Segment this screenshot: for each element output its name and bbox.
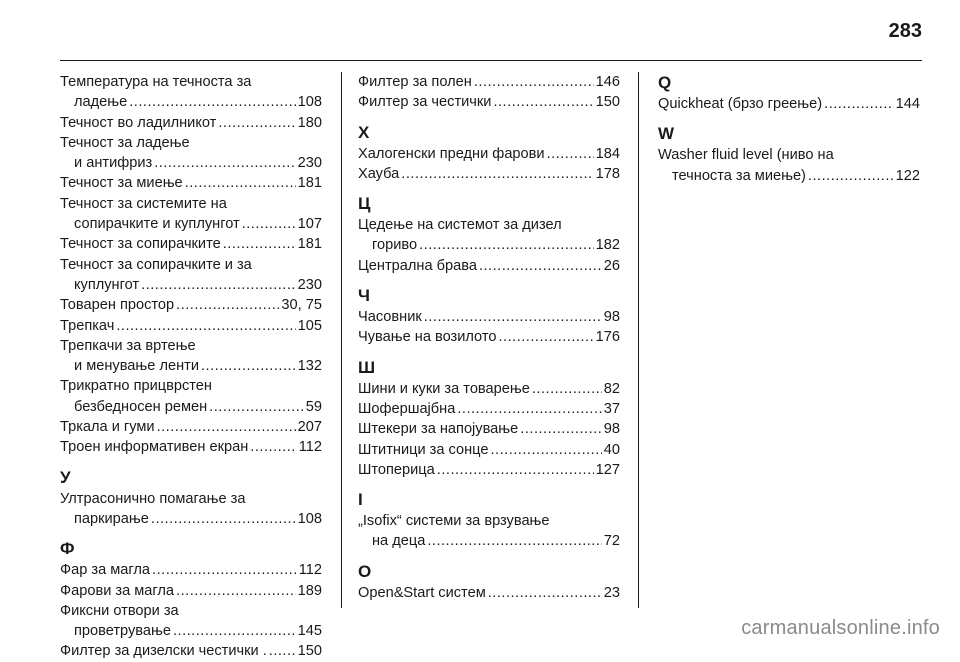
index-entry (60, 133, 322, 174)
entry-label: гориво (372, 237, 418, 254)
entry-line (60, 92, 322, 112)
entry-label: Трепкачи за вртење (60, 337, 196, 354)
index-section (358, 357, 620, 480)
entry-page-ref: 207 (297, 419, 322, 436)
index-entry (60, 417, 322, 437)
index-entry (358, 144, 620, 164)
dot-leader (269, 641, 296, 661)
section-letter: Ф (60, 539, 75, 559)
entry-line (60, 133, 322, 153)
section-letter: O (358, 561, 372, 581)
dot-leader (154, 153, 295, 173)
entry-page-ref: 26 (603, 257, 620, 274)
index-section (358, 122, 620, 185)
index-entry (358, 215, 620, 256)
entry-page-ref: 23 (603, 584, 620, 601)
entry-label: течноста за миење) (672, 167, 806, 184)
entry-line (60, 173, 322, 193)
entry-line (358, 215, 620, 235)
entry-line (60, 72, 322, 92)
entry-page-ref: 181 (297, 175, 322, 192)
entry-label: Часовник (358, 309, 422, 326)
entry-line (358, 440, 620, 460)
entry-page-ref: 59 (305, 398, 322, 415)
index-section (358, 561, 620, 603)
entry-line (358, 235, 620, 255)
index-entry (60, 489, 322, 530)
index-section (60, 72, 322, 458)
entry-label: паркирање (74, 510, 149, 527)
entry-page-ref: 178 (595, 165, 620, 182)
section-letter: Ц (358, 194, 371, 214)
entry-label: и антифриз (74, 155, 153, 172)
entry-label: Ултрасонично помагање за (60, 490, 246, 507)
entry-label: Товарен простор (60, 297, 175, 314)
dot-leader (401, 164, 593, 184)
entry-page-ref: 146 (595, 74, 620, 90)
dot-leader (201, 356, 296, 376)
entry-line (358, 399, 620, 419)
entry-line (60, 560, 322, 580)
dot-leader (493, 92, 593, 112)
entry-line (60, 356, 322, 376)
dot-leader (419, 235, 594, 255)
entry-line (60, 417, 322, 437)
entry-line (358, 256, 620, 276)
dot-leader (151, 509, 296, 529)
dot-leader (490, 440, 601, 460)
entry-label: Штекери за напојување (358, 421, 519, 438)
dot-leader (250, 437, 296, 457)
entry-label: Хауба (358, 165, 400, 182)
header-rule (60, 60, 922, 61)
dot-leader (824, 94, 894, 114)
entry-line (358, 531, 620, 551)
entry-label: проветрување (74, 623, 171, 640)
entry-line (60, 275, 322, 295)
entry-label: Течност за ладење (60, 134, 190, 151)
entry-line (358, 164, 620, 184)
entry-line (358, 460, 620, 480)
dot-leader (223, 234, 296, 254)
entry-label: на деца (372, 533, 426, 550)
dot-leader (173, 621, 296, 641)
entry-label: куплунгот (74, 276, 140, 293)
entry-page-ref: 189 (297, 582, 322, 599)
entry-label: Цедење на системот за дизел (358, 217, 562, 234)
entry-label: „Isofix“ системи за врзување (358, 513, 550, 530)
entry-page-ref: 180 (297, 114, 322, 131)
index-entry (658, 94, 920, 114)
index-section (358, 285, 620, 348)
index-entry (60, 316, 322, 336)
dot-leader (532, 379, 602, 399)
section-letter: Ч (358, 286, 370, 306)
dot-leader (209, 397, 304, 417)
dot-leader (808, 166, 894, 186)
entry-page-ref: 145 (297, 623, 322, 640)
entry-label: Течност за миење (60, 175, 183, 192)
index-column-1 (60, 72, 322, 662)
column-divider (638, 72, 639, 608)
dot-leader (488, 583, 602, 603)
index-entry (60, 255, 322, 296)
entry-label: Шофершајбна (358, 400, 456, 417)
index-entry (358, 440, 620, 460)
dot-leader (457, 399, 601, 419)
entry-label: Температура на течноста за (60, 74, 252, 90)
entry-page-ref: 132 (297, 358, 322, 375)
dot-leader (474, 72, 594, 92)
entry-label: Трикратно прицврстен (60, 378, 212, 395)
entry-page-ref: 105 (297, 317, 322, 334)
index-entry (60, 641, 322, 661)
entry-page-ref: 230 (297, 276, 322, 293)
entry-line (60, 214, 322, 234)
index-section (658, 123, 920, 186)
entry-page-ref: 30, 75 (281, 297, 322, 314)
entry-label: Washer fluid level (ниво на (658, 147, 834, 164)
entry-page-ref: 182 (595, 237, 620, 254)
entry-label: Течност за сопирачките и за (60, 256, 252, 273)
entry-page-ref: 176 (595, 329, 620, 346)
entry-line (358, 144, 620, 164)
entry-line (60, 376, 322, 396)
entry-label: Штитници за сонце (358, 441, 489, 458)
index-section (60, 467, 322, 530)
dot-leader (498, 327, 593, 347)
entry-page-ref: 98 (603, 309, 620, 326)
dot-leader (242, 214, 296, 234)
dot-leader (427, 531, 601, 551)
dot-leader (141, 275, 296, 295)
index-section (358, 193, 620, 276)
watermark: carmanualsonline.info (741, 617, 940, 639)
section-letter: У (60, 467, 71, 487)
entry-page-ref: 37 (603, 400, 620, 417)
dot-leader (424, 307, 602, 327)
dot-leader (437, 460, 594, 480)
entry-label: Штоперица (358, 461, 435, 478)
index-entry (60, 113, 322, 133)
entry-page-ref: 181 (297, 236, 322, 253)
index-entry (358, 164, 620, 184)
entry-line (358, 583, 620, 603)
index-entry (60, 581, 322, 601)
entry-line (358, 327, 620, 347)
entry-page-ref: 150 (297, 643, 322, 660)
entry-line (358, 72, 620, 92)
entry-page-ref: 40 (603, 441, 620, 458)
entry-label: Филтер за дизелски честички . (60, 643, 267, 660)
entry-line (60, 295, 322, 315)
section-letter: Ш (358, 357, 376, 377)
dot-leader (520, 419, 601, 439)
index-column-3 (658, 72, 920, 186)
entry-label: Quickheat (брзо греење) (658, 96, 823, 112)
entry-page-ref: 112 (298, 439, 322, 456)
index-entry (358, 511, 620, 552)
dot-leader (547, 144, 594, 164)
entry-line (358, 511, 620, 531)
section-letter: W (658, 124, 675, 144)
dot-leader (479, 256, 602, 276)
entry-line (60, 509, 322, 529)
entry-label: Open&Start систем (358, 584, 486, 601)
entry-label: Фарови за магла (60, 582, 175, 599)
entry-line (60, 641, 322, 661)
entry-page-ref: 122 (895, 167, 920, 184)
entry-page-ref: 144 (895, 96, 920, 112)
entry-line (358, 419, 620, 439)
index-section (358, 489, 620, 552)
entry-label: Филтер за честички (358, 94, 492, 111)
index-entry (358, 307, 620, 327)
entry-line (60, 194, 322, 214)
index-column-2 (358, 72, 620, 603)
entry-label: Халогенски предни фарови (358, 145, 545, 162)
entry-line (60, 581, 322, 601)
entry-label: Троен информативен екран (60, 439, 249, 456)
entry-page-ref: 72 (603, 533, 620, 550)
index-entry (358, 379, 620, 399)
dot-leader (176, 581, 296, 601)
entry-label: Фиксни отвори за (60, 602, 179, 619)
entry-line (60, 397, 322, 417)
dot-leader (129, 92, 295, 112)
dot-leader (218, 113, 295, 133)
dot-leader (152, 560, 297, 580)
entry-label: сопирачките и куплунгот (74, 216, 240, 233)
section-letter: Х (358, 122, 370, 142)
dot-leader (157, 417, 296, 437)
entry-label: Централна брава (358, 257, 477, 274)
dot-leader (176, 295, 279, 315)
entry-line (658, 166, 920, 186)
index-entry (60, 194, 322, 235)
entry-line (60, 336, 322, 356)
entry-line (658, 145, 920, 165)
entry-line (60, 113, 322, 133)
entry-line (60, 255, 322, 275)
entry-page-ref: 127 (595, 461, 620, 478)
index-entry (60, 601, 322, 642)
index-section (60, 538, 322, 661)
entry-page-ref: 230 (297, 155, 322, 172)
index-entry (60, 560, 322, 580)
entry-line (60, 489, 322, 509)
index-entry (358, 419, 620, 439)
entry-line (60, 601, 322, 621)
index-entry (358, 583, 620, 603)
entry-page-ref: 107 (297, 216, 322, 233)
index-entry (60, 437, 322, 457)
entry-label: Фар за магла (60, 562, 151, 579)
entry-page-ref: 108 (297, 94, 322, 111)
index-entry (358, 72, 620, 92)
entry-line (358, 92, 620, 112)
dot-leader (185, 173, 296, 193)
entry-page-ref: 184 (595, 145, 620, 162)
entry-label: Течност за системите на (60, 195, 227, 212)
entry-line (658, 94, 920, 114)
entry-page-ref: 150 (595, 94, 620, 111)
entry-label: ладење (74, 94, 128, 111)
index-entry (358, 327, 620, 347)
index-entry (60, 234, 322, 254)
index-entry (358, 256, 620, 276)
entry-label: Трепкач (60, 317, 115, 334)
entry-line (60, 234, 322, 254)
page-number: 283 (888, 20, 922, 42)
entry-label: Шини и куки за товарење (358, 380, 530, 397)
index-entry (60, 336, 322, 377)
index-entry (60, 173, 322, 193)
entry-page-ref: 108 (297, 510, 322, 527)
entry-label: Течност за сопирачките (60, 236, 221, 253)
index-entry (358, 399, 620, 419)
entry-label: Течност во ладилникот (60, 114, 217, 131)
index-entry (60, 295, 322, 315)
entry-label: Тркала и гуми (60, 419, 155, 436)
entry-label: Чување на возилото (358, 329, 497, 346)
entry-label: безбедносен ремен (74, 398, 208, 415)
entry-label: Филтер за полен (358, 74, 472, 90)
entry-line (358, 307, 620, 327)
entry-line (60, 153, 322, 173)
entry-label: и менување ленти (74, 358, 199, 375)
entry-page-ref: 98 (603, 421, 620, 438)
index-entry (60, 72, 322, 113)
entry-line (60, 437, 322, 457)
entry-line (358, 379, 620, 399)
index-entry (658, 145, 920, 186)
index-section (658, 72, 920, 114)
index-entry (358, 460, 620, 480)
index-section (358, 72, 620, 113)
index-entry (60, 376, 322, 417)
section-letter: I (358, 490, 363, 510)
section-letter: Q (658, 73, 672, 92)
index-entry (358, 92, 620, 112)
entry-page-ref: 112 (298, 562, 322, 579)
entry-page-ref: 82 (603, 380, 620, 397)
dot-leader (116, 316, 295, 336)
entry-line (60, 621, 322, 641)
entry-line (60, 316, 322, 336)
column-divider (341, 72, 342, 608)
